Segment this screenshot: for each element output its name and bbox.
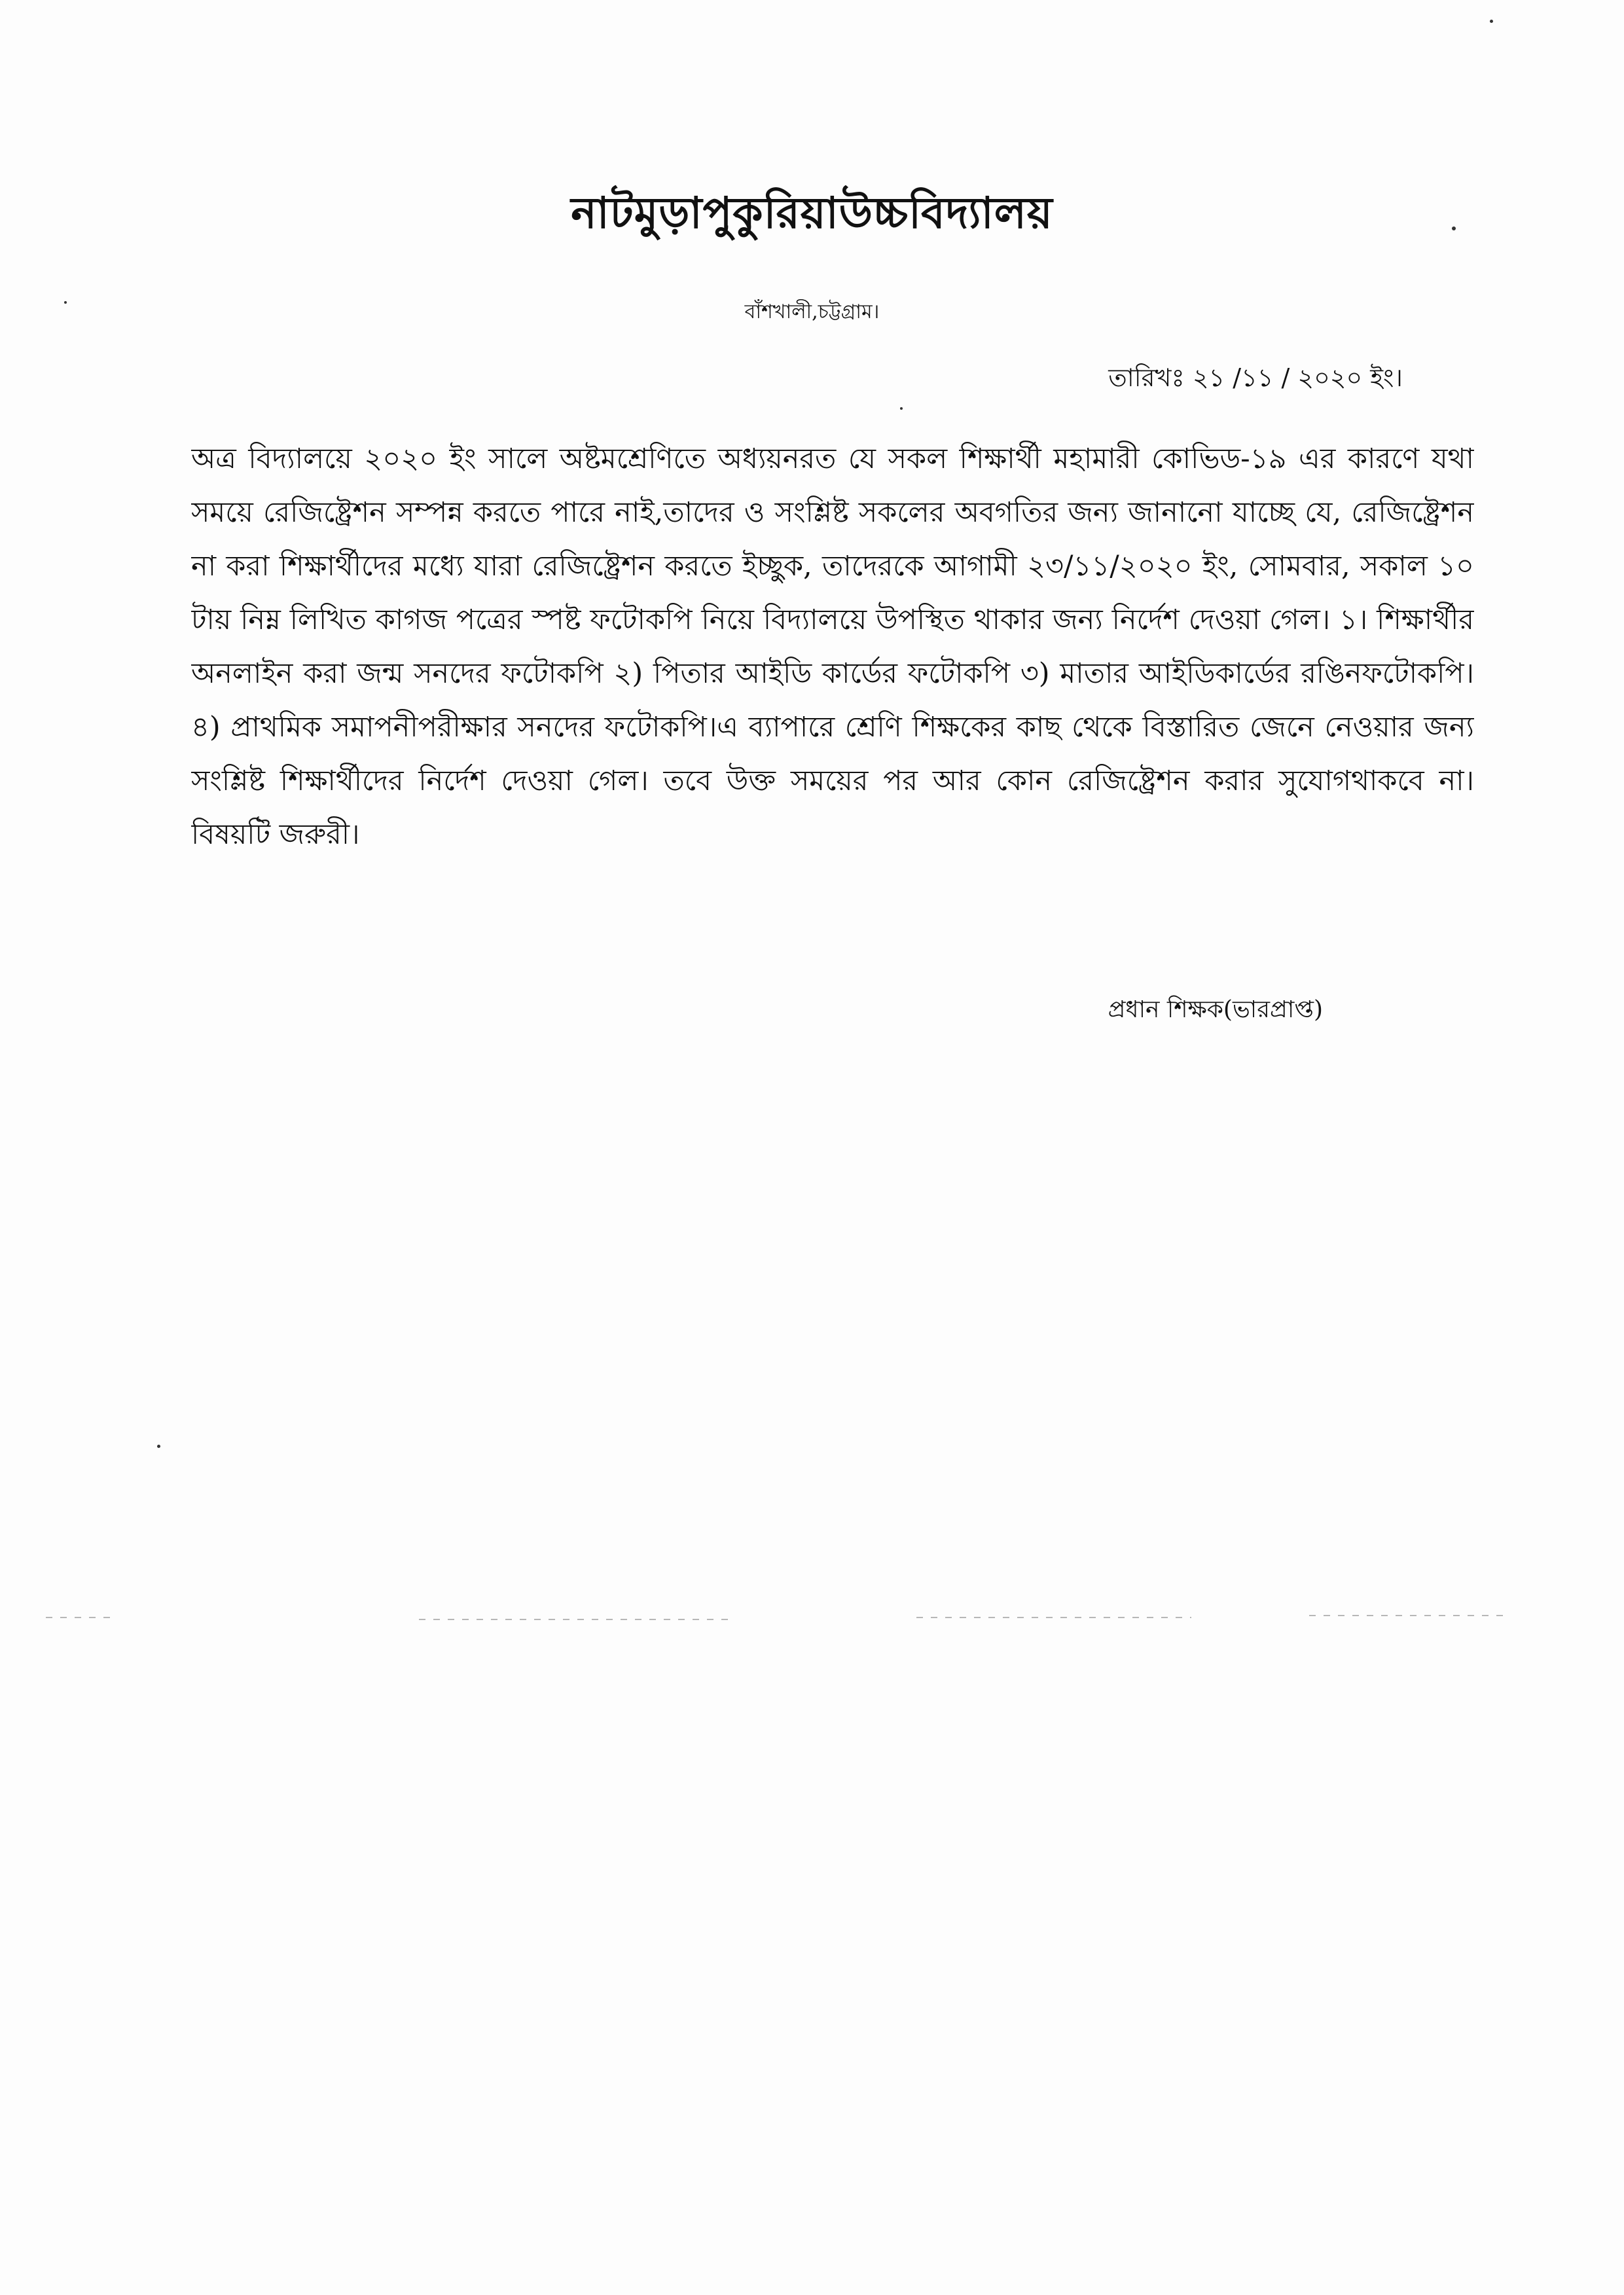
scan-streak — [46, 1617, 118, 1618]
notice-date: তারিখঃ ২১ /১১ / ২০২০ ইং। — [1108, 363, 1403, 392]
scan-streak — [419, 1619, 733, 1620]
scan-streak — [1309, 1615, 1506, 1616]
school-name-heading: নাটমুড়াপুকুরিয়াউচ্চবিদ্যালয় — [571, 187, 1053, 238]
scan-speck — [1490, 20, 1493, 23]
signature-line: প্রধান শিক্ষক(ভারপ্রাপ্ত) — [1108, 996, 1323, 1023]
notice-body: অত্র বিদ্যালয়ে ২০২০ ইং সালে অষ্টমশ্রেণিতে অধ্যয়নরত যে সকল শিক্ষার্থী মহামারী কোভিড-১৯ এর কারণে যথা সময়ে রেজিষ্ট্রেশন সম্পন্ন করতে পারে নাই,তাদের ও সংশ্লিষ্ট সকলের অবগতির জন্য জানানো যাচ্ছে যে, রেজিষ্ট্রেশন না করা শিক্ষার্থীদের মধ্যে যারা রেজিষ্ট্রেশন করতে ইচ্ছুক, তাদেরকে আগামী ২৩/১১/২০২০ ইং, সোমবার, সকাল ১০ টায় নিম্ন লিখিত কাগজ পত্রের স্পষ্ট ফটোকপি নিয়ে বিদ্যালয়ে উপস্থিত থাকার জন্য নির্দেশ দেওয়া গেল। ১। শিক্ষার্থীর অনলাইন করা জন্ম সনদের ফটোকপি ২) পিতার আইডি কার্ডের ফটোকপি ৩) মাতার আইডিকার্ডের রঙিনফটোকপি। ৪) প্রাথমিক সমাপনীপরীক্ষার সনদের ফটোকপি।এ ব্যাপারে শ্রেণি শিক্ষকের কাছ থেকে বিস্তারিত জেনে নেওয়ার জন্য সংশ্লিষ্ট শিক্ষার্থীদের নির্দেশ দেওয়া গেল। তবে উক্ত সময়ের পর আর কোন রেজিষ্ট্রেশন করার সুযোগথাকবে না। বিষয়টি জরুরী। — [191, 443, 1474, 851]
scan-speck — [64, 301, 67, 304]
school-address: বাঁশখালী,চট্টগ্রাম। — [744, 300, 880, 323]
scan-speck — [900, 407, 903, 410]
scan-streak — [916, 1617, 1191, 1618]
scan-speck — [1452, 226, 1456, 230]
scan-speck — [157, 1445, 160, 1448]
